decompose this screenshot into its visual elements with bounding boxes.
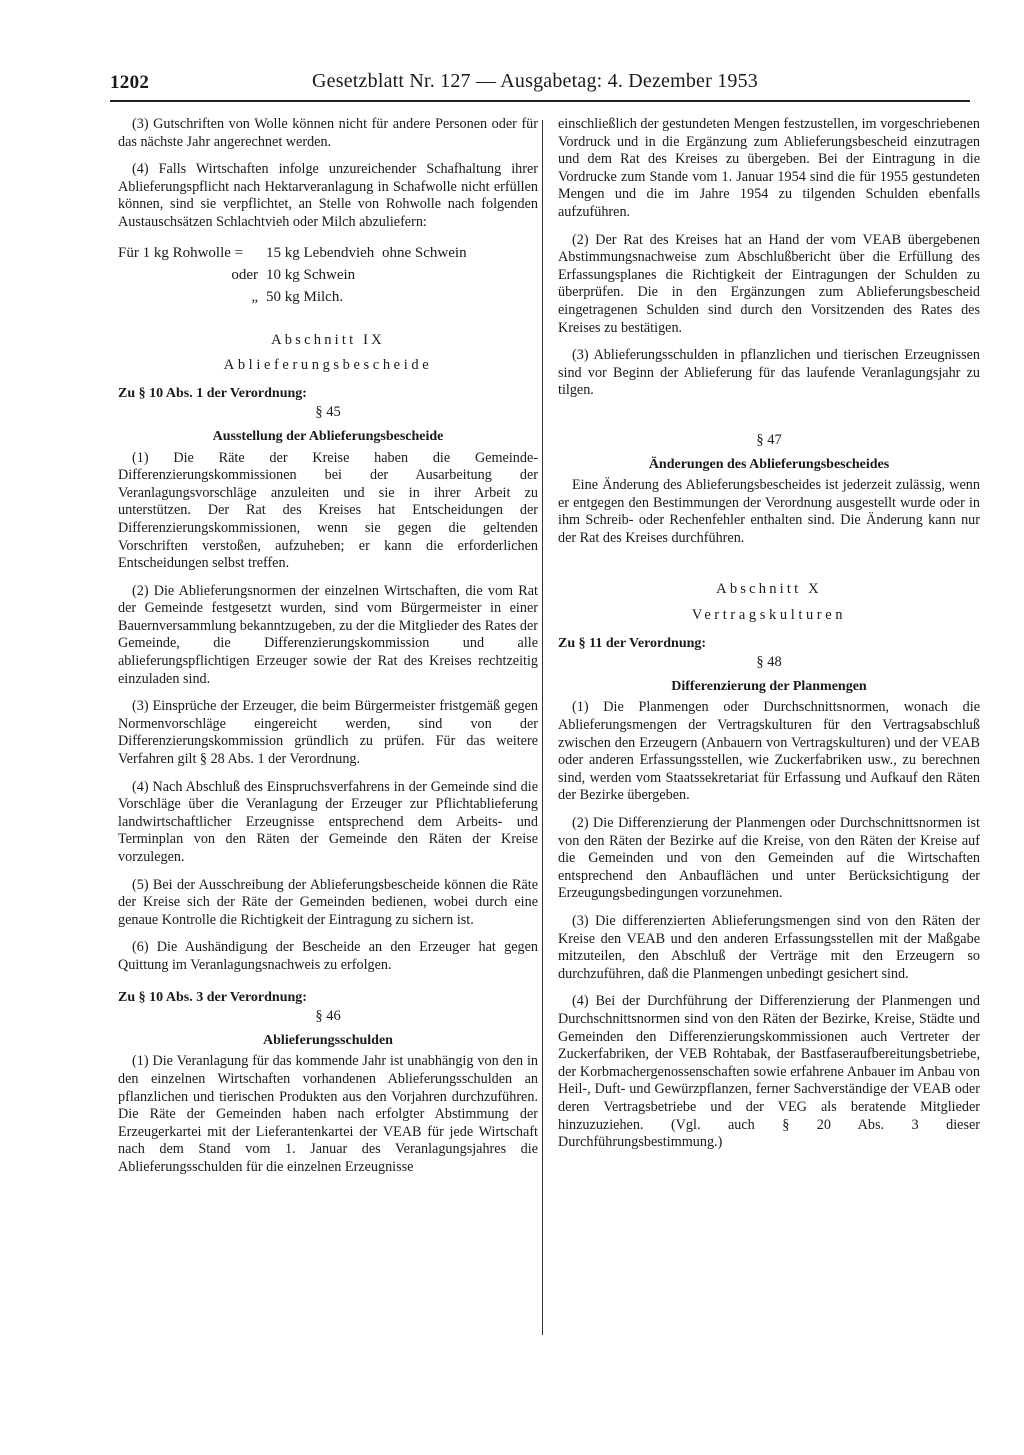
paragraph: (4) Bei der Durchführung der Differenzierung der Planmengen und Durchschnittsnormen sind von den Räten der Bezirke, Kreise, Städte und Gemeinden den Differenzierungskommissionen auch Vertreter der Zuckerfabriken, der VEB Rohtabak, der Bastfaseraufbereitungsbetriebe, der Korbmachergenossenschaften sowie erfahrene Anbauer im Anbau von Heil-, Duft- und Gewürzpflanzen, ferner Sachverständige der VEAB oder deren Vertragsbetriebe und der VEG als beratende Mitglieder hinzuzuziehen. (Vgl. auch § 20 Abs. 3 dieser Durchführungsbestimmung.): [558, 993, 980, 1151]
exchange-cell: 15 kg Lebendvieh: [266, 244, 375, 261]
paragraph: (3) Gutschriften von Wolle können nicht für andere Personen oder für das nächste Jahr angerechnet werden.: [118, 116, 538, 150]
paragraph: (3) Die differenzierten Ablieferungsmengen sind von den Räten der Kreise den VEAB und den anderen Erfassungsstellen mit der Maßgabe mitzuteilen, den Abschluß der Verträge mit den Erzeugern so durchzuführen, daß die Planmengen unbedingt gesichert sind.: [558, 912, 980, 982]
exchange-cell: 50 kg Milch.: [266, 288, 344, 305]
paragraph-number: § 47: [756, 431, 782, 448]
paragraph: (2) Der Rat des Kreises hat an Hand der vom VEAB übergebenen Abstimmungsnachweise zum Abschlußbericht über die Erfüllung des Erfassungsplanes die Richtigkeit der Eintragungen der Schulden zu überprüfen. Die in den Ergänzungen zum Ablieferungsbescheid eingetragenen Schulden sind durch den Vorsitzenden des Rates des Kreises zu bestätigen.: [558, 231, 980, 336]
paragraph: (4) Falls Wirtschaften infolge unzureichender Schafhaltung ihrer Ablieferungspflicht nach Hektarveranlagung in Schafwolle nicht erfüllen können, sind sie verpflichtet, an Stelle von Rohwolle nach folgenden Austauschsätzen Schlachtvieh oder Milch abzuliefern:: [118, 161, 538, 230]
section-heading: Abschnitt IX: [271, 331, 385, 348]
paragraph: einschließlich der gestundeten Mengen festzustellen, im vorgeschriebenen Vordruck und in die Ergänzung zum Ablieferungsbescheid einzutragen und dem Rat des Kreises zu übergeben. Bei der Eintragung in die Vordrucke zum Stande vom 1. Januar 1954 sind die für 1955 gestundeten Mengen und die im Jahre 1954 zu tilgenden Schulden ebenfalls aufzuführen.: [558, 116, 980, 220]
exchange-cell: 10 kg Schwein: [266, 266, 356, 283]
exchange-cell: Für 1 kg Rohwolle =: [118, 244, 244, 261]
exchange-row: [118, 264, 538, 286]
paragraph: (1) Die Veranlagung für das kommende Jahr ist unabhängig von den in den einzelnen Wirtschaften vorhandenen Ablieferungsschulden an pflanzlichen und tierischen Produkten aus den Vorjahren durchzuführen. Die Räte der Gemeinden haben nach erfolgter Abstimmung der Erzeugerkartei mit der Lieferantenkartei der VEAB für jede Wirtschaft nach dem Stand vom 1. Januar des Veranlagungsjahres die Ablieferungsschulden für die einzelnen Erzeugnisse: [118, 1053, 538, 1175]
left-column: [118, 116, 538, 1187]
column-divider: [542, 120, 543, 1335]
paragraph-heading: Differenzierung der Planmengen: [671, 678, 867, 694]
paragraph: (4) Nach Abschluß des Einspruchsverfahrens in der Gemeinde sind die Vorschläge über die Veranlagung der Erzeuger zur Pflichtablieferung landwirtschaftlicher Erzeugnisse entsprechend dem Arbeits- und Terminplan von den Räten der Gemeinde den Räten der Kreise vorzulegen.: [118, 778, 538, 865]
paragraph-number: § 45: [315, 404, 341, 421]
exchange-cell: oder: [231, 266, 258, 283]
paragraph: (3) Ablieferungsschulden in pflanzlichen und tierischen Erzeugnissen sind vor Beginn der Ablieferung für das laufende Veranlagungsjahr zu tilgen.: [558, 347, 980, 399]
paragraph-number: § 46: [315, 1008, 341, 1025]
paragraph-heading: Ablieferungsschulden: [263, 1032, 393, 1048]
exchange-row: [118, 286, 538, 308]
paragraph: (6) Die Aushändigung der Bescheide an den Erzeuger hat gegen Quittung im Veranlagungsnachweis zu erfolgen.: [118, 939, 538, 973]
paragraph-number: § 48: [756, 654, 782, 671]
section-title: Vertragskulturen: [691, 607, 847, 624]
exchange-row: [118, 242, 538, 264]
paragraph-heading: Änderungen des Ablieferungsbescheides: [648, 456, 890, 472]
reference-heading: Zu § 10 Abs. 1 der Verordnung:: [118, 385, 307, 401]
running-head: Gesetzblatt Nr. 127 — Ausgabetag: 4. Dezember 1953: [312, 70, 758, 92]
section-title: Ablieferungsbescheide: [223, 357, 433, 374]
reference-heading: Zu § 10 Abs. 3 der Verordnung:: [118, 989, 307, 1005]
spacer: [558, 410, 980, 430]
page-header: [110, 70, 970, 102]
paragraph: (2) Die Ablieferungsnormen der einzelnen Wirtschaften, die vom Rat der Gemeinde festgesetzt wurden, sind vom Bürgermeister in einer Bauernversammlung bekanntzugeben, zu der die Mitglieder des Rates der Gemeinde, die Differenzierungskommission und alle ablieferungspflichtigen Erzeuger sowie der Rat des Kreises rechtzeitig einzuladen sind.: [118, 582, 538, 687]
exchange-cell: „: [251, 288, 258, 305]
section-heading: Abschnitt X: [716, 581, 822, 598]
exchange-rates-table: [118, 242, 538, 308]
reference-heading: Zu § 11 der Verordnung:: [558, 635, 707, 651]
paragraph: (2) Die Differenzierung der Planmengen oder Durchschnittsnormen ist von den Räten der Bezirke auf die Kreise, von den Räten der Kreise auf die Gemeinden und von den Gemeinden auf die Wirtschaften entsprechend den Anbauflächen und unter Berücksichtigung der Erzeugungsbedingungen vorzunehmen.: [558, 815, 980, 902]
paragraph: Eine Änderung des Ablieferungsbescheides ist jederzeit zulässig, wenn er entgegen den Bestimmungen der Verordnung ausgestellt wurde oder in ihm Schreib- oder Rechenfehler enthalten sind. Die Änderung kann nur der Rat des Kreises durchführen.: [558, 477, 980, 546]
right-column: [558, 116, 980, 1162]
page-number: 1202: [110, 72, 150, 93]
paragraph-heading: Ausstellung der Ablieferungsbescheide: [212, 428, 444, 444]
exchange-cell: ohne Schwein: [382, 244, 467, 261]
paragraph: (1) Die Planmengen oder Durchschnittsnormen, wonach die Ablieferungsmengen der Vertragskulturen für den Vertragsabschluß zwischen den Erzeugern (Anbauern von Vertragskulturen) und der VEAB oder anderen Erfassungsstellen, wie Zuckerfabriken usw., zu berechnen sind, werden vom Staatssekretariat für Erfassung und Aufkauf den Räten der Bezirke übergeben.: [558, 699, 980, 804]
paragraph: (5) Bei der Ausschreibung der Ablieferungsbescheide können die Räte der Kreise sich der Räte der Gemeinden bedienen, wobei durch eine genaue Kontrolle die Richtigkeit der Eintragung zu sichern ist.: [118, 876, 538, 928]
paragraph: (1) Die Räte der Kreise haben die Gemeinde-Differenzierungskommissionen bei der Ausarbeitung der Veranlagungsvorschläge anzuleiten und sie in ihrer Arbeit zu unterstützen. Der Rat des Kreises hat Entscheidungen der Differenzierungskommissionen, wenn sie gegen die geltenden Vorschriften verstoßen, aufzuheben; er kann die erforderlichen Entscheidungen selbst treffen.: [118, 449, 538, 572]
paragraph: (3) Einsprüche der Erzeuger, die beim Bürgermeister fristgemäß gegen Normenvorschläge eingereicht werden, sind von der Differenzierungskommission gründlich zu prüfen. Für das weitere Verfahren gilt § 28 Abs. 1 der Verordnung.: [118, 698, 538, 768]
